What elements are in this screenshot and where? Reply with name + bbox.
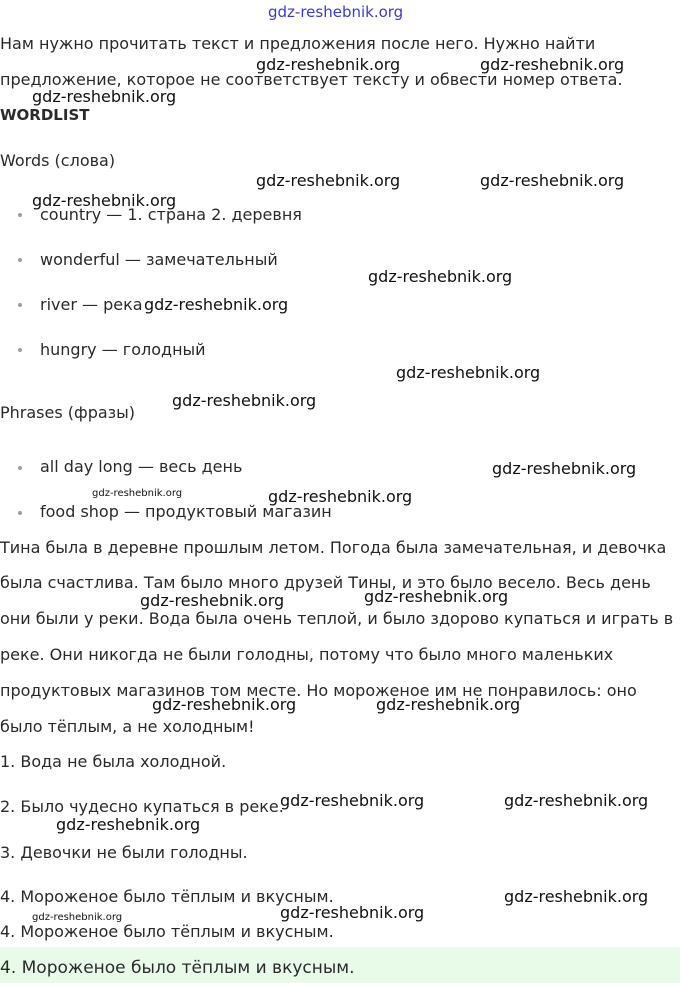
translation-line: Тина была в деревне прошлым летом. Погода была замечательная, и девочка (0, 538, 667, 557)
watermark: gdz-reshebnik.org (56, 815, 201, 834)
answer-text: 4. Мороженое было тёплым и вкусным. (0, 958, 355, 978)
watermark: gdz-reshebnik.org (256, 171, 401, 190)
watermark: gdz-reshebnik.org (480, 171, 625, 190)
word-item: country — 1. страна 2. деревня (40, 205, 302, 224)
watermark: gdz-reshebnik.org (504, 791, 649, 810)
watermark: gdz-reshebnik.org (268, 487, 413, 506)
wordlist-heading: WORDLIST (0, 106, 90, 124)
word-item: river — река (40, 295, 143, 314)
bullet-icon (18, 258, 22, 262)
watermark: gdz-reshebnik.org (376, 695, 521, 714)
statement-item: 4. Мороженое было тёплым и вкусным. (0, 922, 334, 941)
bullet-icon (18, 213, 22, 217)
translation-line: продуктовых магазинов том месте. Но мороженое им не понравилось: оно (0, 681, 637, 700)
bullet-icon (18, 348, 22, 352)
statement-item: 1. Вода не была холодной. (0, 752, 227, 771)
watermark: gdz-reshebnik.org (368, 267, 513, 286)
bullet-icon (18, 466, 22, 470)
watermark: gdz-reshebnik.org (492, 459, 637, 478)
statement-item: 3. Девочки не были голодны. (0, 843, 248, 862)
bullet-icon (18, 511, 22, 515)
watermark: gdz-reshebnik.org (172, 391, 317, 410)
word-item: hungry — голодный (40, 340, 206, 359)
watermark: gdz-reshebnik.org (92, 488, 183, 499)
phrase-item: food shop — продуктовый магазин (40, 502, 332, 521)
watermark: gdz-reshebnik.org (140, 591, 285, 610)
watermark: gdz-reshebnik.org (280, 791, 425, 810)
watermark: gdz-reshebnik.org (396, 363, 541, 382)
watermark: gdz-reshebnik.org (480, 55, 625, 74)
statement-item: 2. Было чудесно купаться в реке. (0, 797, 284, 816)
watermark: gdz-reshebnik.org (364, 587, 509, 606)
translation-line: они были у реки. Вода была очень теплой, и было здорово купаться и играть в (0, 609, 674, 628)
watermark: gdz-reshebnik.org (256, 55, 401, 74)
watermark: gdz-reshebnik.org (32, 912, 123, 923)
instruction-line: Нам нужно прочитать текст и предложения после него. Нужно найти (0, 34, 596, 53)
translation-line: реке. Они никогда не были голодны, потому что было много маленьких (0, 645, 614, 664)
words-title: Words (слова) (0, 151, 116, 170)
phrases-title: Phrases (фразы) (0, 403, 136, 422)
phrase-item: all day long — весь день (40, 457, 243, 476)
translation-line: была счастлива. Там было много друзей Тины, и это было весело. Весь день (0, 573, 651, 592)
watermark: gdz-reshebnik.org (152, 695, 297, 714)
top-watermark: gdz-reshebnik.org (268, 3, 404, 21)
instruction-line: предложение, которое не соответствует тексту и обвести номер ответа. (0, 70, 623, 89)
watermark: gdz-reshebnik.org (32, 191, 177, 210)
watermark: gdz-reshebnik.org (504, 887, 649, 906)
statement-item: 4. Мороженое было тёплым и вкусным. (0, 887, 334, 906)
translation-line: было тёплым, а не холодным! (0, 717, 255, 736)
watermark: gdz-reshebnik.org (144, 295, 289, 314)
watermark: gdz-reshebnik.org (32, 87, 177, 106)
bullet-icon (18, 303, 22, 307)
watermark: gdz-reshebnik.org (280, 903, 425, 922)
word-item: wonderful — замечательный (40, 250, 278, 269)
